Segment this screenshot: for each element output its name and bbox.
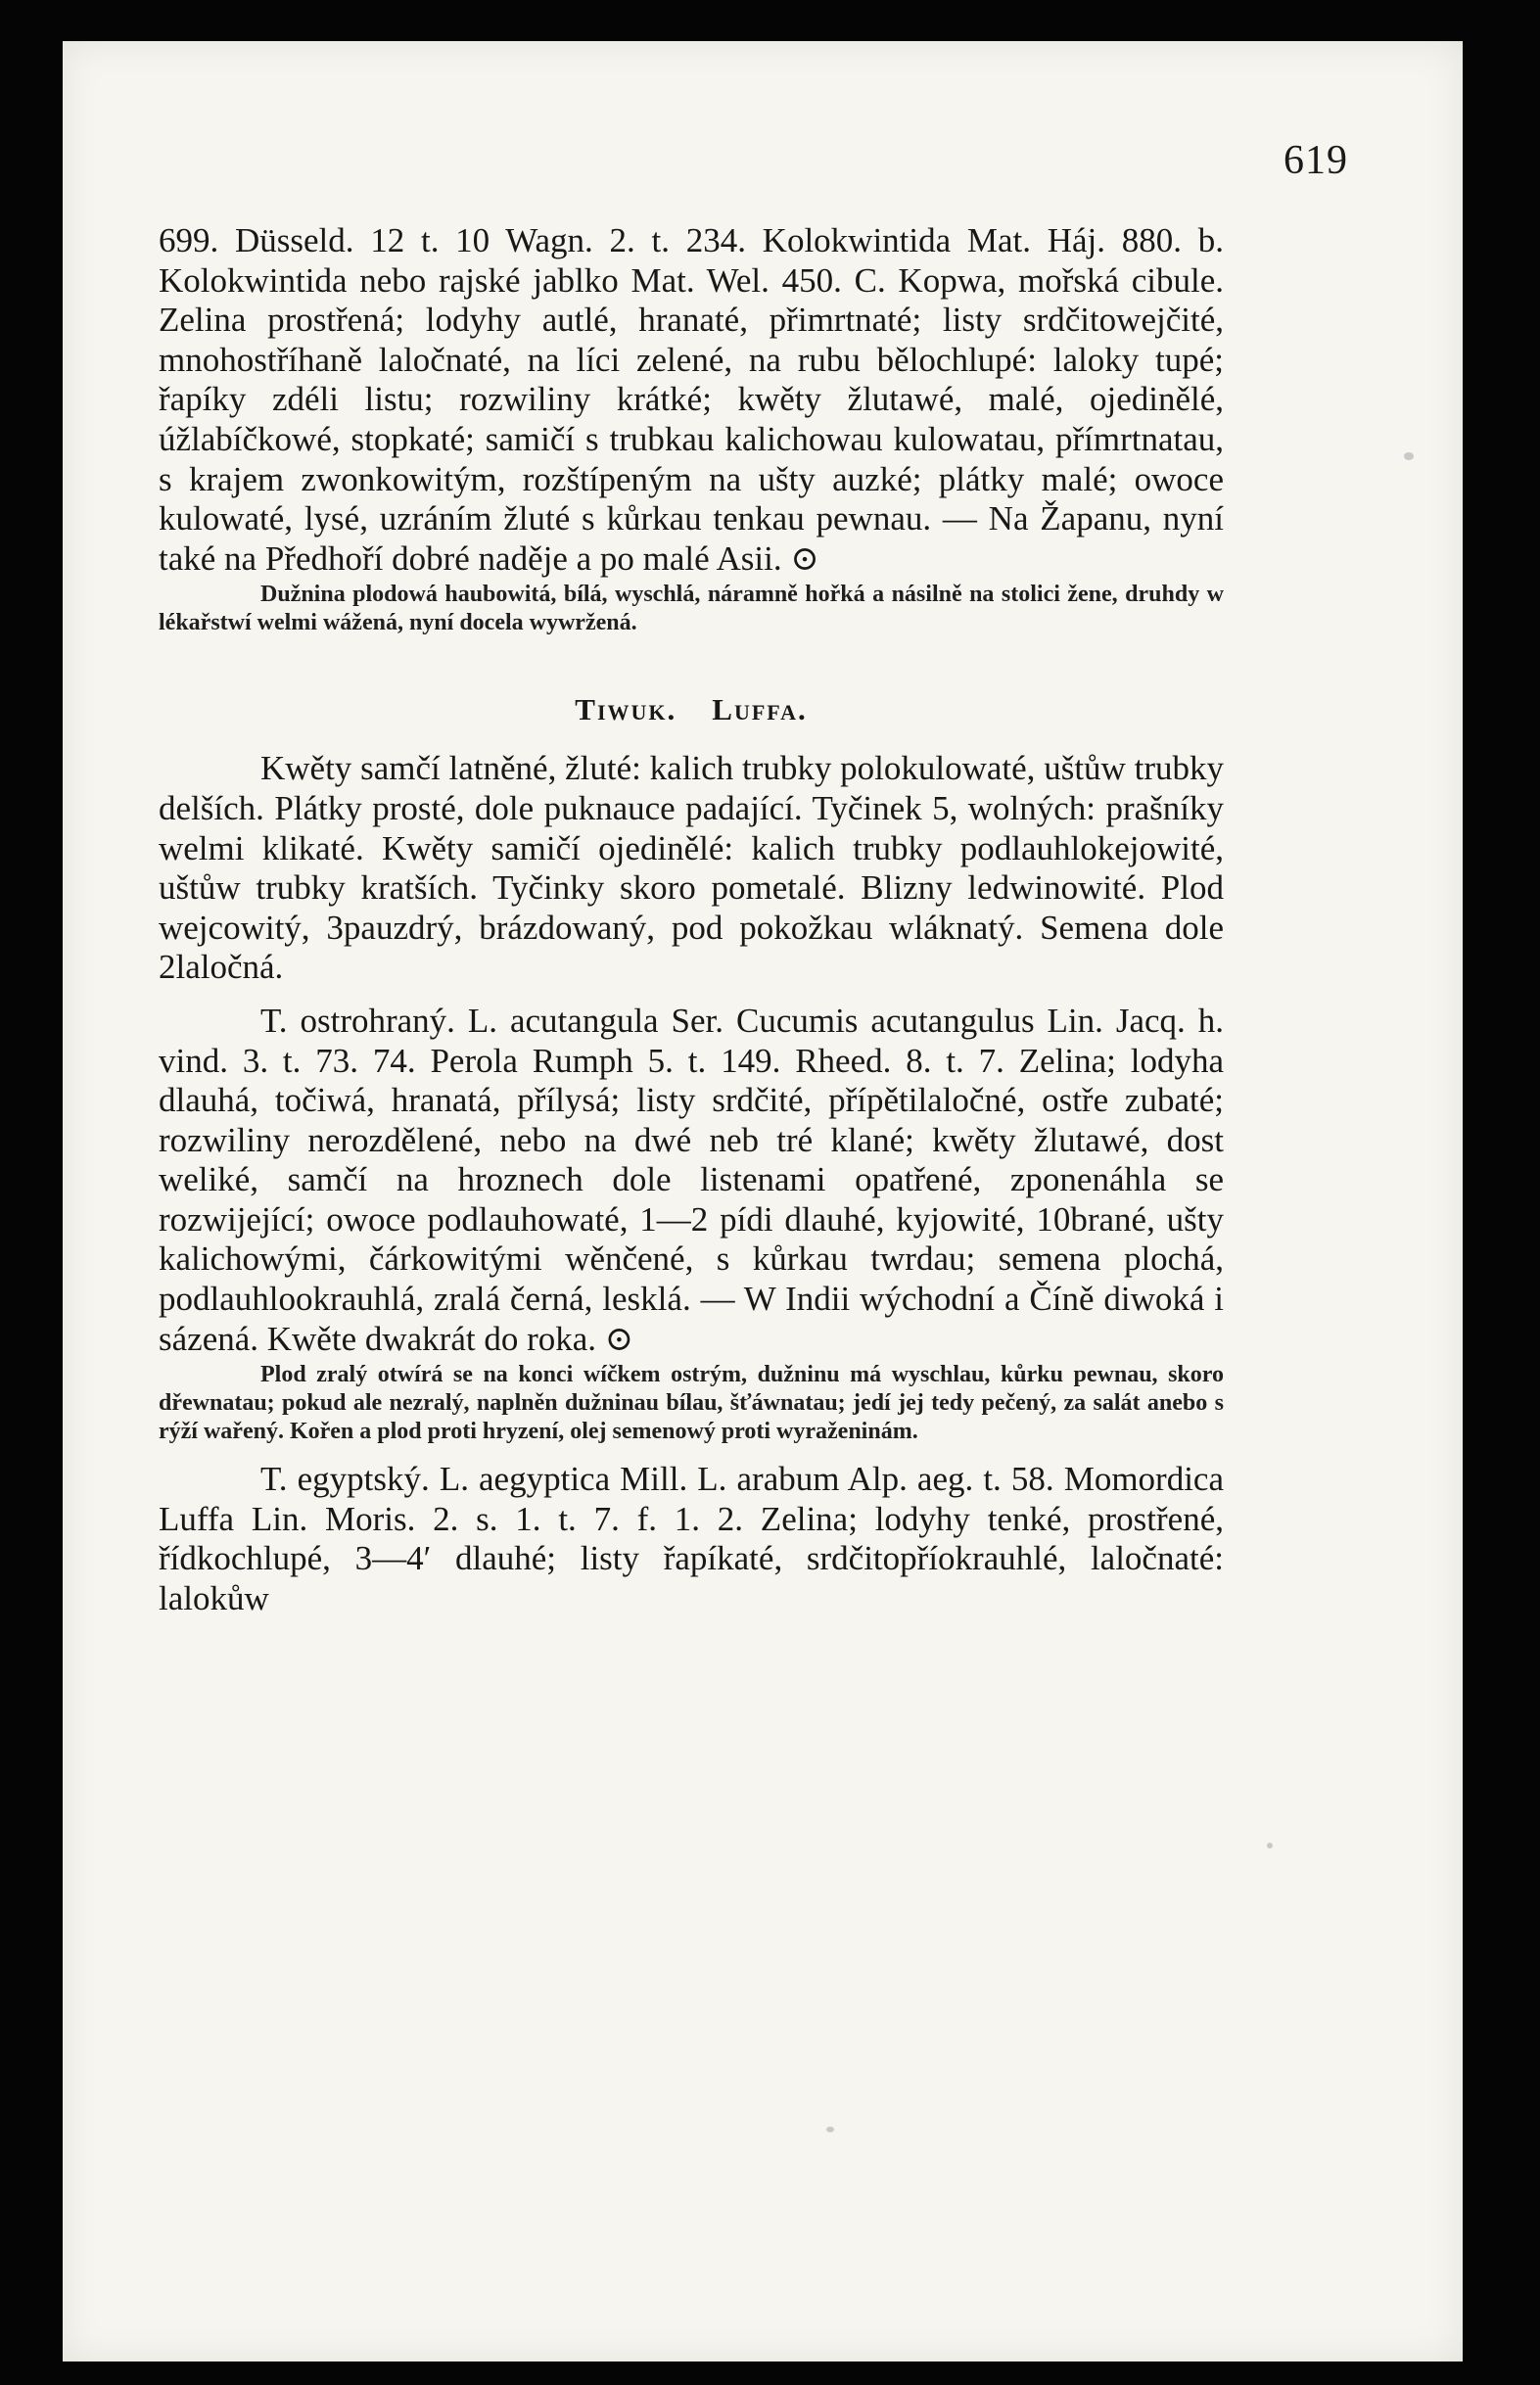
- genus-name-czech: Tiwuk.: [575, 692, 677, 727]
- paragraph-colocynth: 699. Düsseld. 12 t. 10 Wagn. 2. t. 234. Kolokwintida Mat. Háj. 880. b. Kolokwintida nebo rajské jablko Mat. Wel. 450. C. Kopwa, mořská cibule. Zelina prostřená; lodyhy autlé, hranaté, přimrtnaté; listy srdčitowejčité, mnohostříhaně laločnaté, na líci zelené, na rubu bělochlupé: laloky tupé; řapíky zdéli listu; rozwiliny krátké; kwěty žlutawé, malé, ojedinělé, úžlabíčkowé, stopkaté; samičí s trubkau kalichowau kulowatau, přímrtnatau, s krajem zwonkowitým, rozštípeným na ušty auzké; plátky malé; owoce kulowaté, lysé, uzráním žluté s kůrkau tenkau pewnau. — Na Žapanu, nyní také na Předhoří dobré naděje a po malé Asii. ⊙: [159, 221, 1224, 578]
- paragraph-genus-description: Kwěty samčí latněné, žluté: kalich trubky polokulowaté, uštůw trubky delších. Plátky prosté, dole puknauce padající. Tyčinek 5, wolných: prašníky welmi klikaté. Kwěty samičí ojedinělé: kalich trubky podlauhlokejowité, uštůw trubky kratších. Tyčinky skoro pometalé. Blizny ledwinowité. Plod wejcowitý, 3pauzdrý, brázdowaný, pod pokožkau wláknatý. Semena dole 2laločná.: [159, 749, 1224, 987]
- paper-speck: [826, 2127, 834, 2132]
- paper-speck: [1267, 1843, 1273, 1848]
- paragraph-luffa-acutangula: T. ostrohraný. L. acutangula Ser. Cucumis acutangulus Lin. Jacq. h. vind. 3. t. 73. 74. Perola Rumph 5. t. 149. Rheed. 8. t. 7. Zelina; lodyha dlauhá, točiwá, hranatá, přílysá; listy srdčité, přípětilaločné, ostře zubaté; rozwiliny nerozdělené, nebo na dwé neb tré klané; kwěty žlutawé, dost weliké, samčí na hroznech dole listenami opatřené, zponenáhla se rozwijející; owoce podlauhowaté, 1—2 pídi dlauhé, kyjowité, 10brané, ušty kalichowými, čárkowitými wěnčené, s kůrkau twrdau; semena plochá, podlauhlookrauhlá, zralá černá, lesklá. — W Indii wýchodní a Číně diwoká i sázená. Kwěte dwakrát do roka. ⊙: [159, 1001, 1224, 1358]
- page-number: 619: [1283, 138, 1348, 183]
- genus-heading: [159, 692, 1224, 727]
- note-colocynth: Dužnina plodowá haubowitá, bílá, wyschlá, náramně hořká a násilně na stolici žene, druhdy w lékařstwí welmi wážená, nyní docela wywržená.: [159, 582, 1224, 636]
- paper-speck: [1404, 452, 1414, 460]
- note-luffa-acutangula: Plod zralý otwírá se na konci wíčkem ostrým, dužninu má wyschlau, kůrku pewnau, skoro dřewnatau; pokud ale nezralý, naplněn dužninau bílau, šťáwnatau; jedí jej tedy pečený, za salát anebo s rýží wařený. Kořen a plod proti hryzení, olej semenowý proti wyraženinám.: [159, 1362, 1224, 1445]
- genus-name-latin: Luffa.: [712, 692, 808, 727]
- paragraph-luffa-aegyptica: T. egyptský. L. aegyptica Mill. L. arabum Alp. aeg. t. 58. Momordica Luffa Lin. Moris. 2. s. 1. t. 7. f. 1. 2. Zelina; lodyhy tenké, prostřené, řídkochlupé, 3—4′ dlauhé; listy řapíkaté, srdčitopříokrauhlé, laločnaté: lalokůw: [159, 1460, 1224, 1618]
- page-text: [159, 221, 1224, 1619]
